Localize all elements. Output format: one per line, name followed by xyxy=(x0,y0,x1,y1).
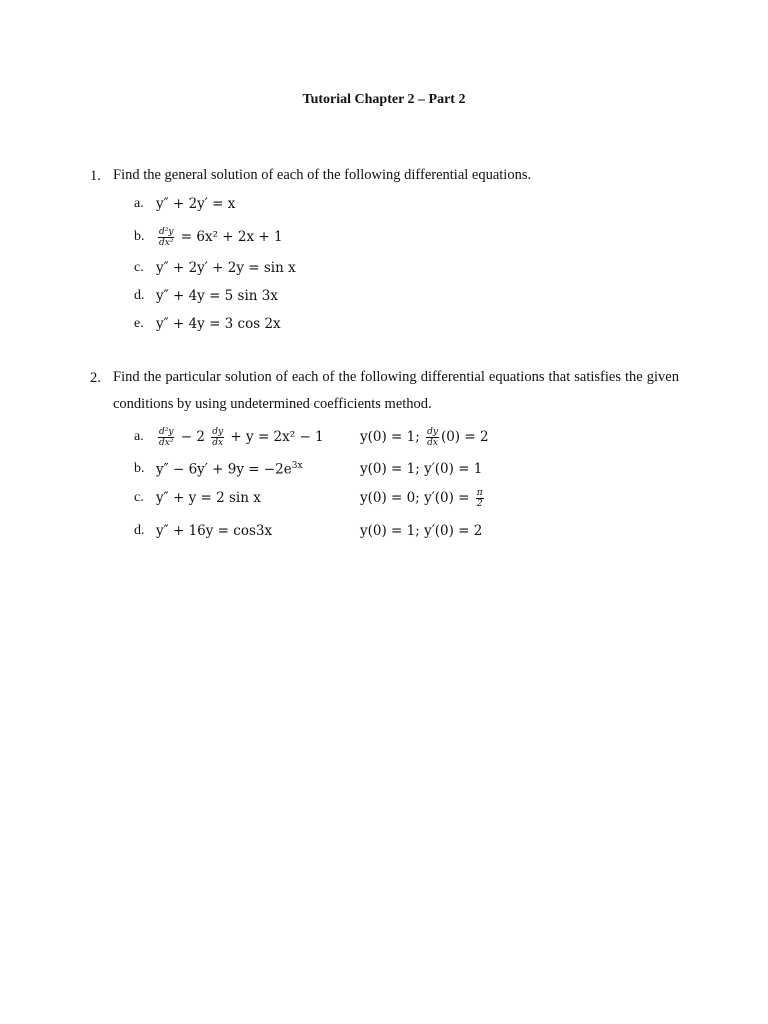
question-1-number: 1. xyxy=(90,168,101,184)
question-2-text: Find the particular solution of each of the following differential equations that satisfies the given conditions by using undetermined coefficients method. xyxy=(113,369,679,412)
fraction: $\frac{dy}{dx}$ xyxy=(212,426,224,448)
q1-item-e: e. y″ + 4y = 3 cos 2x xyxy=(134,316,281,332)
q2-item-b-conditions: y(0) = 1; y′(0) = 1 xyxy=(360,461,483,477)
q2-item-d: d. y″ + 16y = cos3x xyxy=(134,523,273,539)
q2-item-a: a. $\frac{\text{d²y}}{\text{dx²}}$ − 2 $\frac{dy}{dx}$ + y = 2x² − 1 xyxy=(134,426,324,448)
page-title: Tutorial Chapter 2 – Part 2 xyxy=(302,92,466,107)
fraction: $\frac{dy}{dx}$ xyxy=(427,426,438,448)
fraction: $\frac{\text{d²y}}{\text{dx²}}$ xyxy=(159,426,174,448)
question-2-number: 2. xyxy=(90,370,101,386)
fraction: $\frac{\pi}{2}$ xyxy=(476,487,483,509)
q1-item-d: d. y″ + 4y = 5 sin 3x xyxy=(134,288,278,304)
fraction: $\frac{\text{d²y}}{\text{dx²}}$ xyxy=(159,226,174,248)
q2-item-b: b. $y'' - 6y' + 9y = -2e^{3x}$ xyxy=(134,460,303,478)
q2-item-c: c. y″ + y = 2 sin x xyxy=(134,490,261,506)
q1-item-b: b. $\frac{\text{d²y}}{\text{dx²}}$ = 6x² + 2x + 1 xyxy=(134,226,283,248)
q2-item-d-conditions: y(0) = 1; y′(0) = 2 xyxy=(360,523,483,539)
q1-item-a: a. y″ + 2y′ = x xyxy=(134,196,236,212)
question-1-text: Find the general solution of each of the following differential equations. xyxy=(113,167,532,183)
q2-item-a-conditions: y(0) = 1; $\frac{dy}{dx}$ (0) = 2 xyxy=(360,426,489,448)
q1-item-c: c. y″ + 2y′ + 2y = sin x xyxy=(134,260,296,276)
q2-item-c-conditions: y(0) = 0; y′(0) = $\frac{\pi}{2}$ xyxy=(360,487,483,509)
